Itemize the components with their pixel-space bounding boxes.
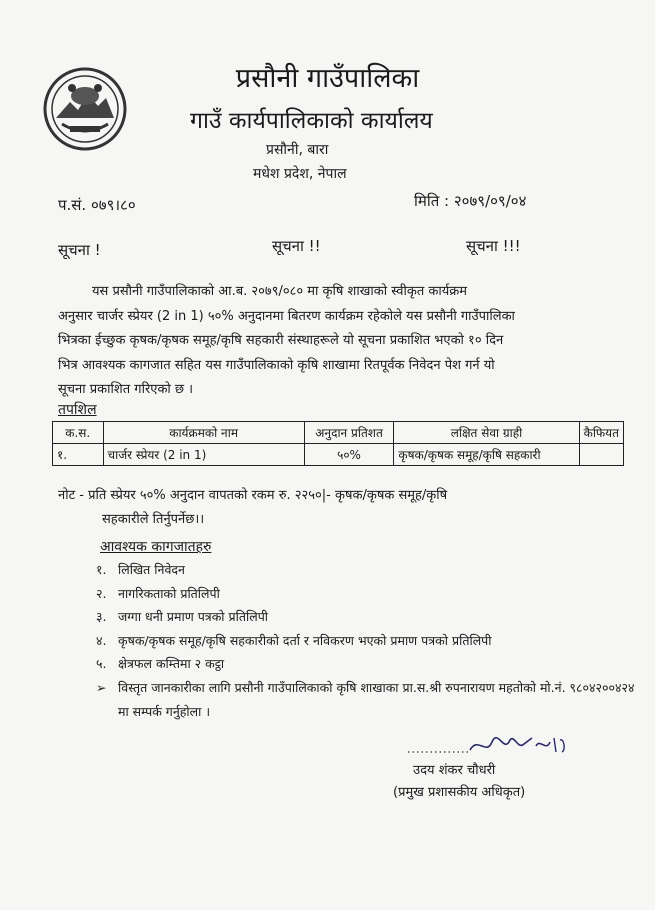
notice-body [58,280,598,403]
reference-number: प.सं. ०७९।८० [58,196,136,214]
notice-word-2: सूचना !! [272,237,321,255]
document-date: मिति : २०७९/०९/०४ [414,192,527,210]
body-line-5: सूचना प्रकाशित गरिएको छ । [58,382,194,397]
col-subsidy: अनुदान प्रतिशत [304,422,394,444]
col-program: कार्यक्रमको नाम [103,422,304,444]
list-item: ५. क्षेत्रफल कम्तिमा २ कट्ठा [96,656,225,672]
list-item: २. नागरिकताको प्रतिलिपी [96,585,220,601]
details-heading: तपशिल [58,402,97,418]
office-subtitle: गाउँ कार्यपालिकाको कार्यालय [190,108,433,134]
cell-beneficiary: कृषक/कृषक समूह/कृषि सहकारी [394,444,579,466]
office-title: प्रसौनी गाउँपालिका [235,63,420,94]
body-line-4: भित्र आवश्यक कागजात सहित यस गाउँपालिकाको कृषि शाखामा रितपूर्वक निवेदन पेश गर्न यो [58,357,495,373]
note-block [58,484,578,532]
notice-word-3: सूचना !!! [466,237,521,255]
address-line-2: मधेश प्रदेश, नेपाल [253,166,347,182]
note-line-1: नोट - प्रति स्प्रेयर ५०% अनुदान वापतको रकम रु. २२५०|- कृषक/कृषक समूह/कृषि [58,488,448,503]
cell-serial: १. [53,444,104,466]
documents-list [96,558,636,723]
body-line-2: अनुसार चार्जर स्प्रेयर (2 in 1) ५०% अनुदानमा बितरण कार्यक्रम रहेकोले यस प्रसौनी गाउँपालिका [58,308,515,324]
cell-remarks [579,444,623,466]
signature-icon [400,730,575,760]
list-item: ➢ विस्तृत जानकारीका लागि प्रसौनी गाउँपालिकाको कृषि शाखाका प्रा.स.श्री रुपनारायण महतोको मो.नं. ९८०४२००४२४ मा सम्पर्क गर्नुहोला । [96,679,635,719]
list-item: १. लिखित निवेदन [96,562,185,577]
note-line-2: सहकारीले तिर्नुपर्नेछ।। [102,512,205,527]
table-row [53,444,624,466]
documents-heading: आवश्यक कागजातहरु [100,539,212,555]
address-line-1: प्रसौनी, बारा [266,142,329,158]
details-table [52,421,624,466]
table-header-row [53,422,624,444]
cell-subsidy: ५०% [304,444,394,466]
cell-program: चार्जर स्प्रेयर (2 in 1) [103,444,304,466]
col-serial: क.स. [53,422,104,444]
notice-word-1: सूचना ! [58,241,101,259]
body-line-3: भित्रका ईच्छुक कृषक/कृषक समूह/कृषि सहकारी संस्थाहरूले यो सूचना प्रकाशित भएको १० दिन [58,333,504,348]
list-item: ३. जग्गा धनी प्रमाण पत्रको प्रतिलिपी [96,609,269,625]
list-item: ४. कृषक/कृषक समूह/कृषि सहकारीको दर्ता र नविकरण भएको प्रमाण पत्रको प्रतिलिपी [96,632,492,648]
col-beneficiary: लक्षित सेवा ग्राही [394,422,579,444]
col-remarks: कैफियत [579,422,623,444]
signatory-title: (प्रमुख प्रशासकीय अधिकृत) [393,785,526,800]
body-line-1: यस प्रसौनी गाउँपालिकाको आ.ब. २०७९/०८० मा कृषि शाखाको स्वीकृत कार्यक्रम [92,284,468,299]
signatory-name: उदय शंकर चौधरी [413,763,496,778]
